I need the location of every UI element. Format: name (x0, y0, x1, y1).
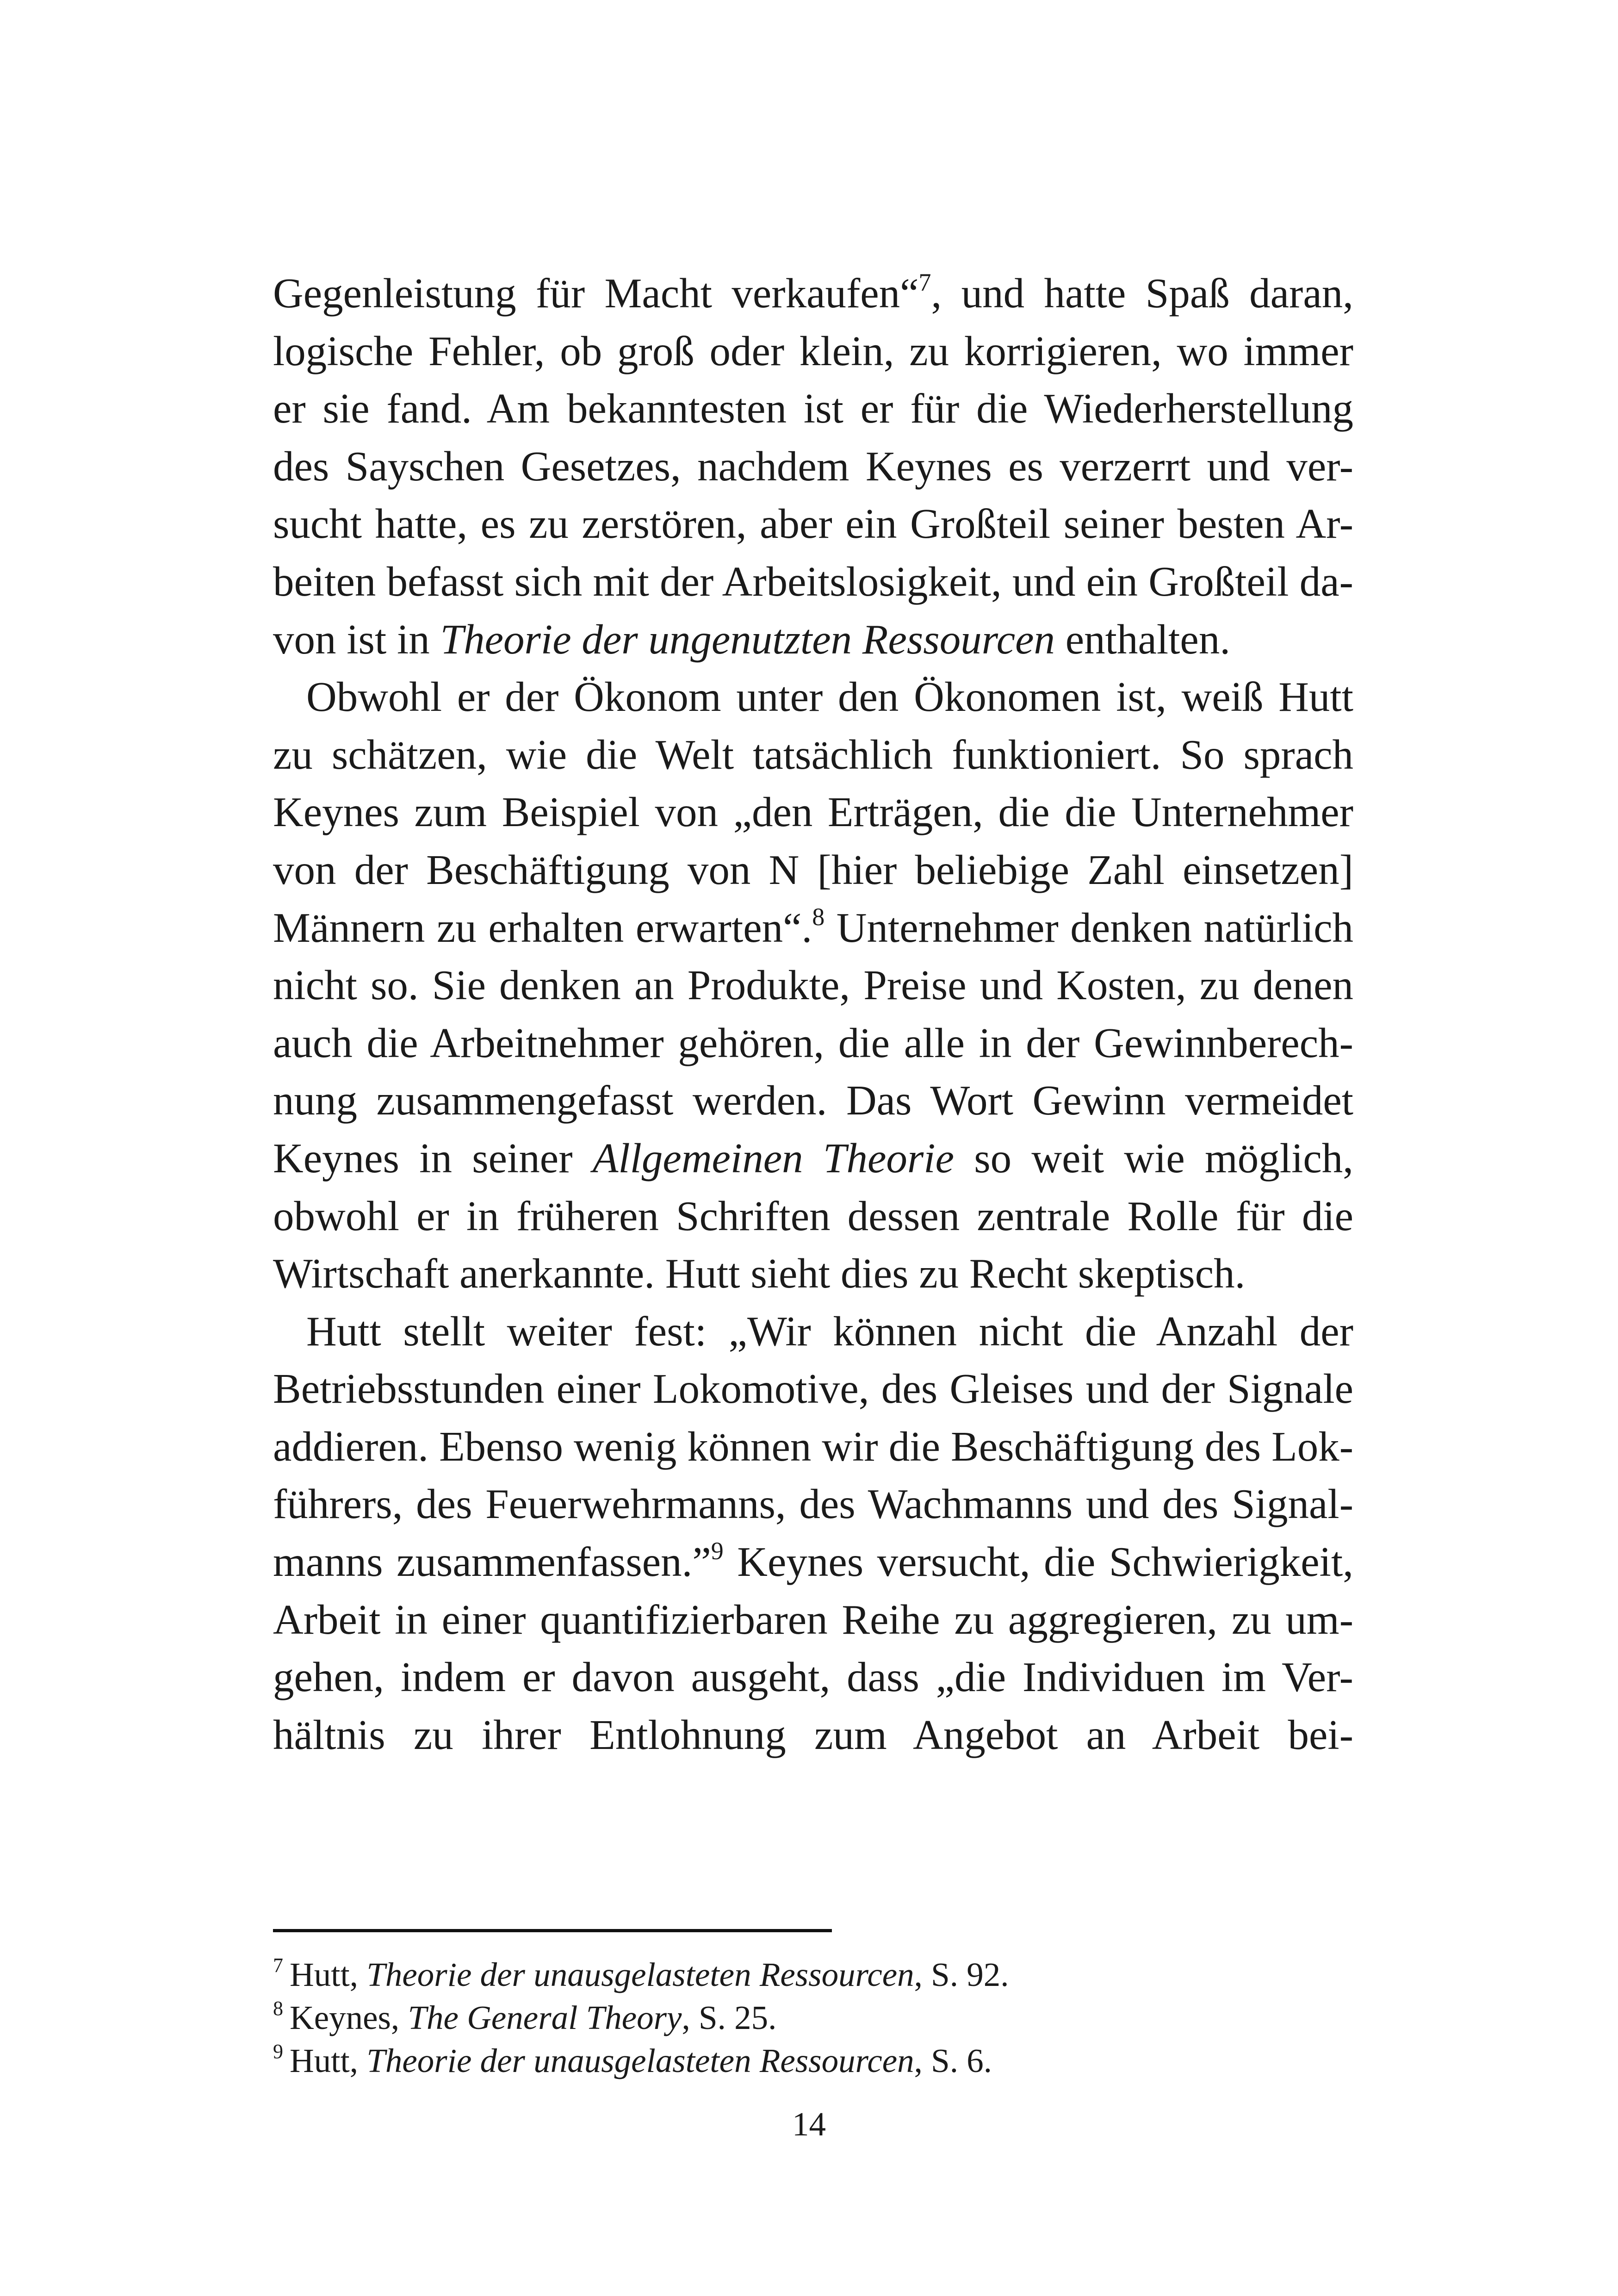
text-line: hältnis zu ihrer Entlohnung zum Angebot an Arbeit bei- (273, 1711, 1353, 1758)
text-line: zu schätzen, wie die Welt tatsächlich funktioniert. So sprach (273, 731, 1353, 778)
text-line: Keynes in seiner Allgemeinen Theorie so weit wie möglich, (273, 1134, 1353, 1182)
text-line: Männern zu erhalten erwarten“.$^8$ Unternehmer denken natürlich (273, 902, 1353, 951)
text-line: addieren. Ebenso wenig können wir die Beschäftigung des Lok- (273, 1423, 1353, 1470)
footnote-9: $^9$ Hutt, Theorie der unausgelasteten Ressourcen, S. 6. (273, 2040, 992, 2079)
book-title: Allgemeinen Theorie (592, 1134, 954, 1182)
text-line: Hutt stellt weiter fest: „Wir können nicht die Anzahl der (306, 1307, 1353, 1355)
footnote-ref-9[interactable]: 9 (711, 1537, 724, 1565)
text-line: Wirtschaft anerkannte. Hutt sieht dies zu Recht skeptisch. (273, 1250, 1246, 1297)
text-line: führers, des Feuerwehrmanns, des Wachmanns und des Signal- (273, 1481, 1353, 1528)
book-title: The General Theory (408, 1999, 682, 2036)
book-title: Theorie der unausgelasteten Ressourcen (366, 2042, 914, 2079)
footnote-number: 8 (273, 1997, 283, 2020)
footnotes (273, 1953, 1353, 2082)
text-line: Keynes zum Beispiel von „den Erträgen, die die Unternehmer (273, 789, 1353, 836)
book-title: Theorie der unausgelasteten Ressourcen (366, 1956, 914, 1993)
body-text (273, 265, 1353, 1764)
text-line: er sie fand. Am bekanntesten ist er für die Wiederherstellung (273, 385, 1353, 432)
text-line: nung zusammengefasst werden. Das Wort Gewinn vermeidet (273, 1077, 1353, 1124)
text-line: von ist in Theorie der ungenutzten Ressourcen enthalten. (273, 616, 1231, 663)
text-line: Betriebsstunden einer Lokomotive, des Gleises und der Signale (273, 1365, 1353, 1412)
text-line: obwohl er in früheren Schriften dessen zentrale Rolle für die (273, 1192, 1353, 1239)
text-line: Obwohl er der Ökonom unter den Ökonomen ist, weiß Hutt (306, 673, 1353, 721)
text-line: gehen, indem er davon ausgeht, dass „die Individuen im Ver- (273, 1654, 1353, 1701)
text-line: nicht so. Sie denken an Produkte, Preise und Kosten, zu denen (273, 962, 1353, 1009)
footnote-7: $^7$ Hutt, Theorie der unausgelasteten Ressourcen, S. 92. (273, 1954, 1009, 1993)
text-line: Arbeit in einer quantifizierbaren Reihe zu aggregieren, zu um- (273, 1596, 1353, 1643)
text-line: logische Fehler, ob groß oder klein, zu korrigieren, wo immer (273, 327, 1353, 374)
text-line: Gegenleistung für Macht verkaufen“$^7$, und hatte Spaß daran, (273, 268, 1353, 317)
text-line: manns zusammenfassen.”$^9$ Keynes versucht, die Schwierigkeit, (273, 1537, 1354, 1586)
footnote-ref-8[interactable]: 8 (812, 902, 825, 931)
text-line: beiten befasst sich mit der Arbeitslosigkeit, und ein Großteil da- (273, 558, 1353, 605)
text-line: auch die Arbeitnehmer gehören, die alle in der Gewinnberech- (273, 1019, 1353, 1066)
book-title: Theorie der ungenutzten Ressourcen (440, 616, 1055, 663)
text-line: sucht hatte, es zu zerstören, aber ein Großteil seiner besten Ar- (273, 500, 1353, 548)
footnote-divider (273, 1929, 832, 1932)
text-line: des Sayschen Gesetzes, nachdem Keynes es verzerrt und ver- (273, 442, 1353, 490)
text-line: von der Beschäftigung von N [hier beliebige Zahl einsetzen] (273, 846, 1353, 893)
footnote-number: 7 (273, 1954, 283, 1977)
footnote-ref-7[interactable]: 7 (918, 268, 931, 296)
page-number: 14 (792, 2105, 826, 2143)
footnote-number: 9 (273, 2040, 283, 2063)
footnote-8: $^8$ Keynes, The General Theory, S. 25. (273, 1997, 777, 2036)
